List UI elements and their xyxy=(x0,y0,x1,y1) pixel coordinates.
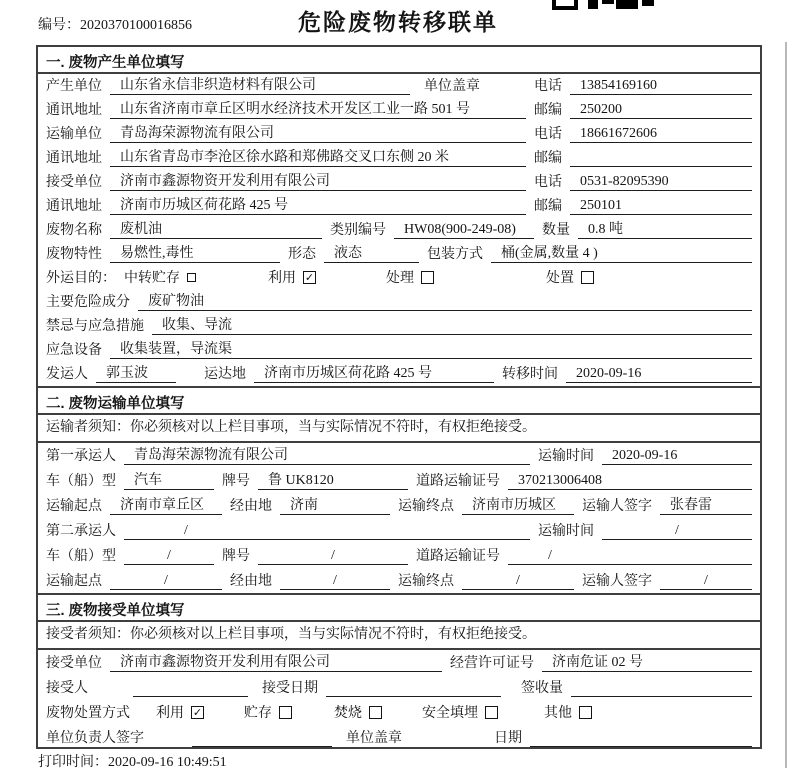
page-edge-line xyxy=(785,42,787,768)
transporter-notice-text: 你必须核对以上栏目事项，当与实际情况不符时，有权拒绝接受。 xyxy=(130,420,536,435)
producer-address-value: 山东省济南市章丘区明水经济技术开发区工业一路 501 号 xyxy=(110,98,526,119)
transporter-zip-value xyxy=(570,150,752,167)
signature1-value: 张春雷 xyxy=(660,494,752,515)
acceptor-label: 接受人 xyxy=(46,681,88,696)
hazard-label: 主要危险成分 xyxy=(46,295,130,310)
accept-date-label: 接受日期 xyxy=(262,681,318,696)
section-3-title: 三. 废物接受单位填写 xyxy=(38,593,760,622)
utilize-checkbox: ✓ xyxy=(304,271,315,284)
disposal-landfill-checkbox xyxy=(485,706,498,719)
shipper-value: 郭玉波 xyxy=(96,362,176,383)
carrier2-label: 第二承运人 xyxy=(46,524,116,539)
waste-name-value: 废机油 xyxy=(110,218,322,239)
disposal-checkbox xyxy=(581,271,594,284)
transporter-phone-value: 18661672606 xyxy=(570,126,752,143)
waste-name-row xyxy=(38,218,760,242)
origin2-value: / xyxy=(110,573,222,590)
transporter-label: 运输单位 xyxy=(46,127,102,142)
transporter-address-label: 通讯地址 xyxy=(46,151,102,166)
receiver-notice-label: 接受者须知： xyxy=(46,627,130,642)
receiver-address-label: 通讯地址 xyxy=(46,199,102,214)
plate1-value: 鲁 UK8120 xyxy=(258,469,408,490)
transporter-address-value: 山东省青岛市李沧区徐水路和郑佛路交叉口东侧 20 米 xyxy=(110,146,526,167)
print-time-value: 2020-09-16 10:49:51 xyxy=(108,755,227,770)
disposal-other-checkbox xyxy=(579,706,592,719)
transporter-phone-label: 电话 xyxy=(534,127,562,142)
shipper-row xyxy=(38,362,760,386)
waste-property-row xyxy=(38,242,760,266)
license-label: 经营许可证号 xyxy=(450,656,534,671)
origin1-value: 济南市章丘区 xyxy=(110,494,222,515)
responsible-signature-label: 单位负责人签字 xyxy=(46,731,144,746)
plate2-value: / xyxy=(258,548,408,565)
treatment-checkbox xyxy=(421,271,434,284)
origin2-label: 运输起点 xyxy=(46,574,102,589)
hazard-row xyxy=(38,290,760,314)
transporter-row xyxy=(38,122,760,146)
vehicle2-value: / xyxy=(124,548,214,565)
qr-code-fragment xyxy=(552,0,664,10)
producer-address-label: 通讯地址 xyxy=(46,103,102,118)
vehicle2-row xyxy=(38,543,760,568)
disposal-utilize-checkbox: ✓ xyxy=(192,706,203,719)
signature2-label: 运输人签字 xyxy=(582,574,652,589)
property-label: 废物特性 xyxy=(46,247,102,262)
permit1-value: 370213006408 xyxy=(508,473,752,490)
disposal-method-row xyxy=(38,700,760,725)
serial-label: 编号： xyxy=(38,18,80,33)
hazard-value: 废矿物油 xyxy=(138,290,752,311)
receiver-value: 济南市鑫源物资开发利用有限公司 xyxy=(110,170,526,191)
accept-unit-value: 济南市鑫源物资开发利用有限公司 xyxy=(110,651,442,672)
received-qty-label: 签收量 xyxy=(521,681,563,696)
emergency-equipment-label: 应急设备 xyxy=(46,343,102,358)
producer-phone-value: 13854169160 xyxy=(570,78,752,95)
disposal-incinerate-checkbox xyxy=(369,706,382,719)
receiver-label: 接受单位 xyxy=(46,175,102,190)
origin1-label: 运输起点 xyxy=(46,499,102,514)
manifest-form xyxy=(36,45,762,749)
disposal-method-label: 废物处置方式 xyxy=(46,706,130,721)
transporter-zip-label: 邮编 xyxy=(534,151,562,166)
acceptor-value xyxy=(133,680,248,697)
receiver-address-value: 济南市历城区荷花路 425 号 xyxy=(110,194,526,215)
producer-row xyxy=(38,74,760,98)
destination-label: 运达地 xyxy=(204,367,246,382)
vehicle1-row xyxy=(38,468,760,493)
property-value: 易燃性,毒性 xyxy=(110,242,280,263)
category-value: HW08(900-249-08) xyxy=(394,222,534,239)
transporter-notice-row xyxy=(38,415,760,443)
via1-label: 经由地 xyxy=(230,499,272,514)
route2-row xyxy=(38,568,760,593)
transfer-time-label: 转移时间 xyxy=(502,367,558,382)
time1-value: 2020-09-16 xyxy=(602,448,752,465)
vehicle1-value: 汽车 xyxy=(124,469,214,490)
receiver-address-row xyxy=(38,194,760,218)
qr-finder-corner xyxy=(552,0,578,10)
document-title: 危险废物转移联单 xyxy=(298,9,498,35)
producer-value: 山东省永信非织造材料有限公司 xyxy=(110,74,410,95)
terminus2-value: / xyxy=(462,573,574,590)
received-qty-value xyxy=(571,680,752,697)
disposal-option-other: 其他 xyxy=(544,702,592,722)
acceptor-row xyxy=(38,675,760,700)
transfer-time-value: 2020-09-16 xyxy=(566,366,752,383)
signature1-label: 运输人签字 xyxy=(582,499,652,514)
via2-value: / xyxy=(280,573,390,590)
terminus2-label: 运输终点 xyxy=(398,574,454,589)
emergency-measures-row xyxy=(38,314,760,338)
disposal-option-incinerate: 焚烧 xyxy=(334,702,382,722)
responsible-signature-value xyxy=(192,730,332,747)
date-label: 日期 xyxy=(494,731,522,746)
license-value: 济南危证 02 号 xyxy=(542,651,752,672)
purpose-row xyxy=(38,266,760,290)
receiver-zip-value: 250101 xyxy=(570,198,752,215)
permit2-label: 道路运输证号 xyxy=(416,549,500,564)
quantity-value: 0.8 吨 xyxy=(578,218,752,239)
accept-date-value xyxy=(326,680,501,697)
emergency-measures-label: 禁忌与应急措施 xyxy=(46,319,144,334)
unit-seal-label: 单位盖章 xyxy=(346,731,402,746)
producer-label: 产生单位 xyxy=(46,79,102,94)
responsible-signature-row xyxy=(38,725,760,750)
transporter-notice-label: 运输者须知： xyxy=(46,420,130,435)
quantity-label: 数量 xyxy=(542,223,570,238)
permit2-value: / xyxy=(508,548,752,565)
shipper-label: 发运人 xyxy=(46,367,88,382)
time1-label: 运输时间 xyxy=(538,449,594,464)
section-2-title: 二. 废物运输单位填写 xyxy=(38,386,760,415)
receiver-notice-text: 你必须核对以上栏目事项，当与实际情况不符时，有权拒绝接受。 xyxy=(130,627,536,642)
route1-row xyxy=(38,493,760,518)
disposal-option-storage: 贮存 xyxy=(244,702,292,722)
time2-value: / xyxy=(602,523,752,540)
print-time-label: 打印时间： xyxy=(38,755,108,770)
purpose-option-treat: 处理 xyxy=(386,267,434,287)
vehicle1-label: 车（船）型 xyxy=(46,474,116,489)
plate1-label: 牌号 xyxy=(222,474,250,489)
receiver-row xyxy=(38,170,760,194)
producer-address-row xyxy=(38,98,760,122)
signature2-value: / xyxy=(660,573,752,590)
producer-zip-label: 邮编 xyxy=(534,103,562,118)
transfer-storage-checkbox xyxy=(187,273,196,282)
date-value xyxy=(530,730,752,747)
carrier1-label: 第一承运人 xyxy=(46,449,116,464)
receiver-phone-label: 电话 xyxy=(534,175,562,190)
packaging-value: 桶(金属,数量 4 ) xyxy=(491,242,752,263)
plate2-label: 牌号 xyxy=(222,549,250,564)
carrier1-value: 青岛海荣源物流有限公司 xyxy=(124,444,530,465)
transporter-value: 青岛海荣源物流有限公司 xyxy=(110,122,526,143)
carrier2-value: / xyxy=(124,523,530,540)
purpose-option-utilize: 利用 ✓ xyxy=(268,271,315,286)
disposal-storage-checkbox xyxy=(279,706,292,719)
producer-phone-label: 电话 xyxy=(534,79,562,94)
terminus1-value: 济南市历城区 xyxy=(462,494,574,515)
section-1-title: 一. 废物产生单位填写 xyxy=(38,47,760,74)
transporter-address-row xyxy=(38,146,760,170)
packaging-label: 包装方式 xyxy=(427,247,483,262)
emergency-measures-value: 收集、导流 xyxy=(152,314,752,335)
state-value: 液态 xyxy=(324,242,419,263)
vehicle2-label: 车（船）型 xyxy=(46,549,116,564)
purpose-option-transfer: 中转贮存 xyxy=(124,267,196,287)
permit1-label: 道路运输证号 xyxy=(416,474,500,489)
purpose-option-dispose: 处置 xyxy=(546,267,594,287)
seal-label: 单位盖章 xyxy=(424,79,480,94)
via2-label: 经由地 xyxy=(230,574,272,589)
purpose-label: 外运目的： xyxy=(46,271,116,286)
serial-value: 2020370100016856 xyxy=(80,18,192,33)
destination-value: 济南市历城区荷花路 425 号 xyxy=(254,362,494,383)
carrier1-row xyxy=(38,443,760,468)
via1-value: 济南 xyxy=(280,494,390,515)
carrier2-row xyxy=(38,518,760,543)
disposal-option-landfill: 安全填埋 xyxy=(422,702,498,722)
receiver-zip-label: 邮编 xyxy=(534,199,562,214)
print-time xyxy=(38,751,227,771)
terminus1-label: 运输终点 xyxy=(398,499,454,514)
state-label: 形态 xyxy=(288,247,316,262)
emergency-equipment-row xyxy=(38,338,760,362)
producer-zip-value: 250200 xyxy=(570,102,752,119)
accept-unit-row xyxy=(38,650,760,675)
waste-name-label: 废物名称 xyxy=(46,223,102,238)
disposal-option-utilize: 利用 ✓ xyxy=(156,706,203,721)
time2-label: 运输时间 xyxy=(538,524,594,539)
receiver-phone-value: 0531-82095390 xyxy=(570,174,752,191)
accept-unit-label: 接受单位 xyxy=(46,656,102,671)
emergency-equipment-value: 收集装置，导流渠 xyxy=(110,338,752,359)
category-label: 类别编号 xyxy=(330,223,386,238)
receiver-notice-row xyxy=(38,622,760,650)
